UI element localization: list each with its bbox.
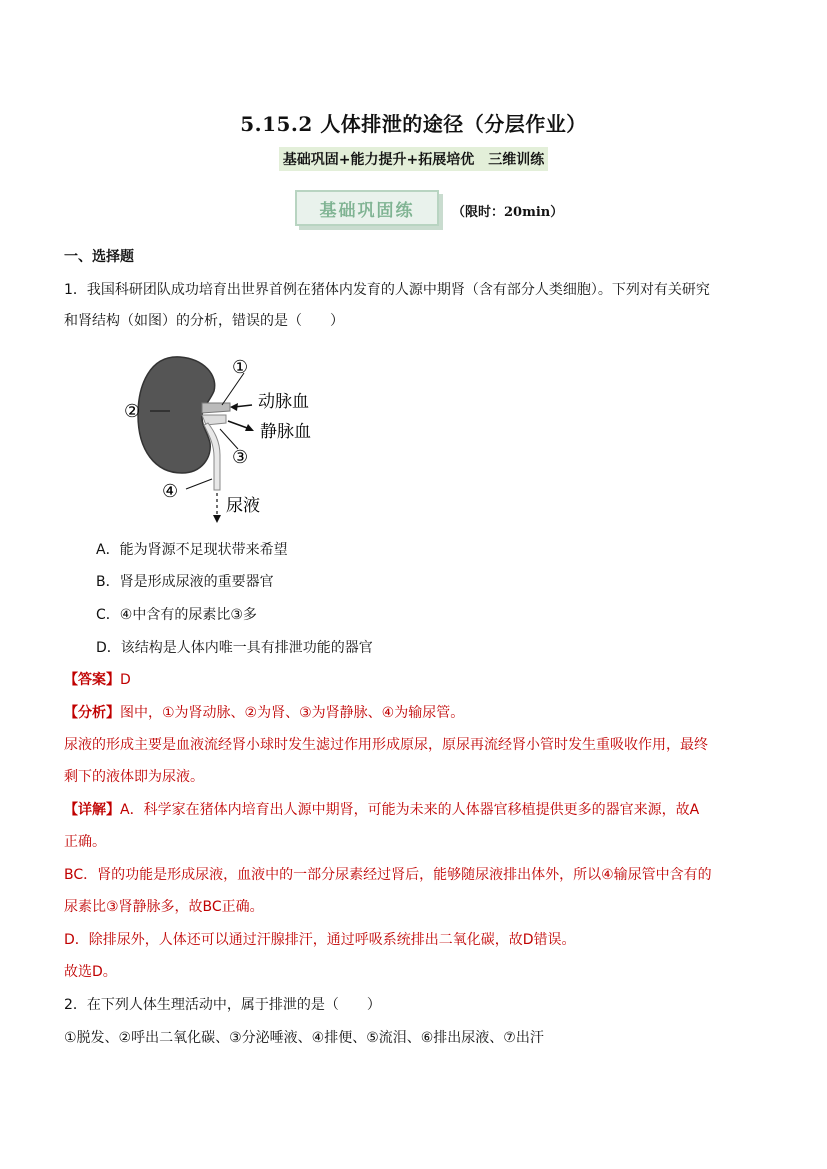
- q1-detail-a: [64, 800, 699, 820]
- q1-answer: [64, 670, 131, 690]
- detail-tag: 【详解】: [64, 802, 120, 818]
- figure-label-artery: 动脉血: [258, 392, 309, 412]
- q1-option-a: A．能为肾源不足现状带来希望: [96, 542, 288, 558]
- q1-conclusion: 故选D。: [64, 964, 117, 980]
- q1-analysis2-line1: 尿液的形成主要是血液流经肾小球时发生滤过作用形成原尿，原尿再流经肾小管时发生重吸收作用，最终: [64, 737, 708, 753]
- q1-detail-bc-line2: 尿素比③肾静脉多，故BC正确。: [64, 899, 264, 915]
- q1-option-c: C．④中含有的尿素比③多: [96, 607, 257, 623]
- q1-analysis: [64, 703, 464, 723]
- q2-items: ①脱发、②呼出二氧化碳、③分泌唾液、④排便、⑤流泪、⑥排出尿液、⑦出汗: [64, 1030, 544, 1046]
- q1-option-d: D．该结构是人体内唯一具有排泄功能的器官: [96, 640, 373, 656]
- q1-stem-line1: 1．我国科研团队成功培育出世界首例在猪体内发育的人源中期肾（含有部分人类细胞）。下列对有关研究: [64, 282, 710, 298]
- renal-artery: [202, 403, 230, 413]
- analysis-text: 图中，①为肾动脉、②为肾、③为肾静脉、④为输尿管。: [120, 705, 465, 721]
- q1-detail-bc-line1: BC．肾的功能是形成尿液，血液中的一部分尿素经过肾后，能够随尿液排出体外，所以④输尿管中含有的: [64, 867, 712, 883]
- figure-label-1: ①: [232, 357, 249, 378]
- figure-label-2: ②: [124, 401, 141, 422]
- kidney-figure: [110, 345, 350, 525]
- analysis-tag: 【分析】: [64, 705, 120, 721]
- q1-detail-d: D．除排尿外，人体还可以通过汗腺排汗，通过呼吸系统排出二氧化碳，故D错误。: [64, 932, 576, 948]
- page-title: 5.15.2 人体排泄的途径（分层作业）: [240, 112, 587, 136]
- subtitle: 基础巩固+能力提升+拓展培优 三维训练: [279, 147, 548, 171]
- figure-label-3: ③: [232, 447, 249, 468]
- figure-label-4: ④: [162, 481, 179, 502]
- section-heading: 一、选择题: [64, 249, 134, 265]
- time-limit: （限时：20min）: [452, 205, 564, 220]
- section-badge: [295, 190, 439, 226]
- figure-label-urine: 尿液: [226, 496, 260, 516]
- q1-analysis2-line2: 剩下的液体即为尿液。: [64, 769, 204, 785]
- figure-label-vein: 静脉血: [260, 422, 311, 442]
- subtitle-wrap: [0, 147, 827, 171]
- badge-label: 基础巩固练: [319, 200, 415, 221]
- answer-tag: 【答案】: [64, 672, 120, 688]
- q1-option-b: B．肾是形成尿液的重要器官: [96, 574, 274, 590]
- q2-stem: 2．在下列人体生理活动中，属于排泄的是（ ）: [64, 997, 381, 1013]
- q1-detail-a-line2: 正确。: [64, 834, 106, 850]
- detail-a-text: A．科学家在猪体内培育出人源中期肾，可能为未来的人体器官移植提供更多的器官来源，故A: [120, 802, 700, 818]
- answer-value: D: [120, 672, 131, 688]
- q1-stem-line2: 和肾结构（如图）的分析，错误的是（ ）: [64, 313, 344, 329]
- renal-vein: [202, 415, 226, 425]
